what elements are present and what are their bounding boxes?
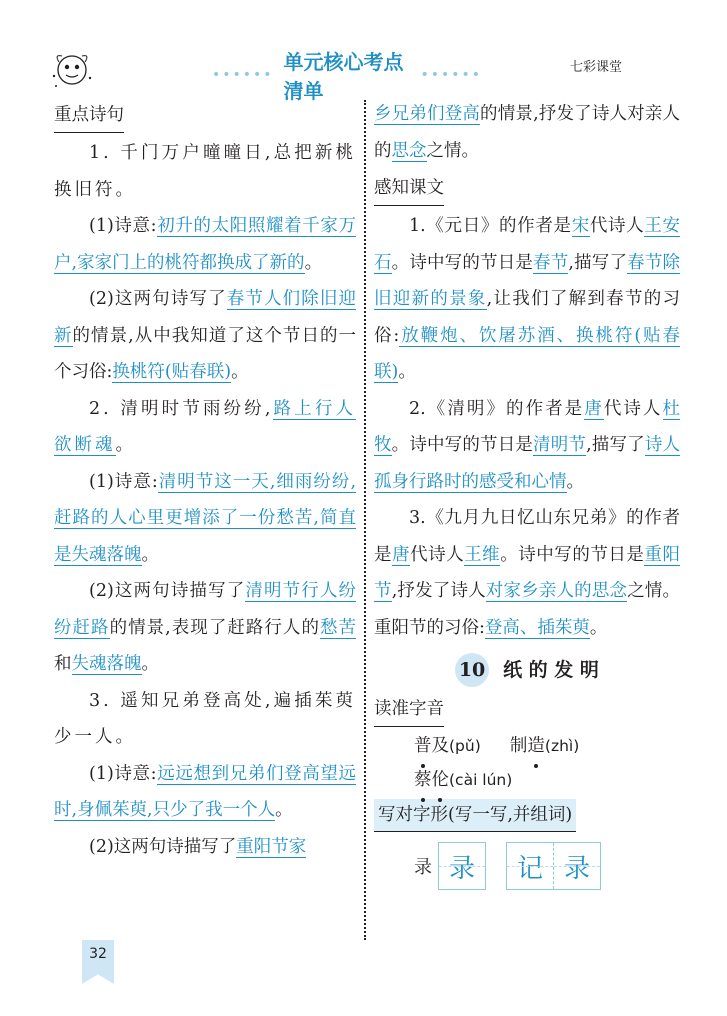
answer: 王维 [464, 544, 501, 565]
answer: 清明节这一天,细雨纷纷,赶路的人心里更增添了一份愁苦,简直是失魂落魄 [54, 471, 357, 565]
title-text: 单元核心考点清单 [283, 50, 404, 103]
item-jiuyue: 3.《九月九日忆山东兄弟》的作者是唐代诗人王维。诗中写的节日是重阳节,抒发了诗人对家乡亲人的思念之情。重阳节的习俗:登高、插茱萸。 [374, 508, 681, 638]
title-decor-left: •••••• [212, 67, 274, 83]
answer: 唐 [584, 398, 604, 419]
brand-label: 七彩课堂 [570, 60, 623, 75]
answer: 路上行人欲断魂 [54, 398, 356, 455]
item-qingming: 2.《清明》的作者是唐代诗人杜牧。诗中写的节日是清明节,描写了诗人孤身行路时的感受和心情。 [374, 398, 680, 492]
answer: 诗人孤身行路时的感受和心情 [374, 435, 680, 492]
section-key-poems: 重点诗句 [54, 98, 124, 133]
writing-grid-double[interactable] [506, 842, 601, 890]
writing-cell[interactable]: 记 [507, 843, 554, 889]
answer: 愁苦 [319, 617, 357, 638]
answer: 春节 [533, 252, 569, 273]
section-text-perception: 感知课文 [374, 171, 444, 206]
poem-3: 3. 遥知兄弟登高处,遍插茱萸少一人。 [54, 690, 356, 747]
answer: 清明节行人纷纷赶路 [54, 581, 356, 638]
answer: 清明节 [533, 435, 587, 455]
answer: 换桃符(贴春联) [112, 362, 232, 382]
answer: 春节人们除旧迎新 [54, 289, 357, 346]
answer: 远远想到兄弟们登高望远时,身佩茱萸,只少了我一个人 [54, 763, 357, 820]
dotted-char: 造 [527, 729, 545, 763]
section-write-forms: 写对字形(写一写,并组词) [374, 799, 576, 832]
pinyin: (cài lún) [449, 771, 513, 789]
poem-3-meaning: (1)诗意:远远想到兄弟们登高望远时,身佩茱萸,只少了我一个人。 [54, 763, 357, 820]
column-divider [364, 100, 366, 940]
pinyin: (zhì) [544, 737, 580, 755]
poem-1: 1. 千门万户曈曈日,总把新桃换旧符。 [54, 143, 356, 200]
poem-3-description-cont: 乡兄弟们登高的情景,抒发了诗人对亲人的思念之情。 [374, 104, 681, 161]
page-header [0, 0, 727, 103]
target-char: 录 [414, 857, 432, 878]
poem-1-meaning: (1)诗意:初升的太阳照耀着千家万户,家家门上的桃符都换成了新的。 [54, 216, 357, 273]
poem-2-description: (2)这两句诗描写了清明节行人纷纷赶路的情景,表现了赶路行人的愁苦和失魂落魄。 [54, 581, 357, 674]
poem-3-description: (2)这两句诗描写了重阳节家 [89, 836, 307, 857]
left-column [54, 96, 356, 865]
answer: 王安石 [374, 216, 681, 273]
poem-2-meaning: (1)诗意:清明节这一天,细雨纷纷,赶路的人心里更增添了一份愁苦,简直是失魂落魄。 [54, 471, 357, 565]
answer: 对家乡亲人的思念 [485, 581, 628, 601]
answer: 宋 [571, 216, 590, 236]
answer: 杜牧 [374, 398, 680, 455]
answer: 思念 [391, 140, 427, 161]
writing-grid-single[interactable] [438, 842, 486, 890]
answer: 重阳节家 [236, 836, 307, 857]
writing-cell[interactable]: 录 [554, 843, 600, 889]
answer: 乡兄弟们登高 [374, 104, 481, 124]
page-number: 32 [89, 946, 107, 962]
poem-2: 2. 清明时节雨纷纷,路上行人欲断魂。 [54, 398, 356, 455]
writing-cell[interactable]: 录 [439, 843, 485, 889]
lesson-heading [374, 650, 680, 690]
dotted-char: 蔡 [414, 763, 432, 797]
title-decor-right: •••••• [420, 67, 482, 83]
dotted-char: 普 [414, 729, 432, 763]
lesson-title: 纸 的 发 明 [503, 659, 599, 681]
dotted-char: 伦 [432, 763, 450, 797]
answer: 重阳节 [374, 544, 680, 601]
answer: 春节除旧迎新的景象 [374, 252, 680, 309]
section-pronunciation: 读准字音 [374, 692, 444, 727]
pinyin-row-2 [374, 763, 680, 797]
right-column [374, 96, 680, 890]
lesson-number: 10 [455, 653, 489, 687]
write-practice-row [374, 842, 680, 890]
mascot-logo-icon [46, 46, 98, 94]
answer: 放鞭炮、饮屠苏酒、换桃符(贴春联) [374, 325, 680, 382]
answer: 唐 [392, 544, 411, 565]
pinyin: (pǔ) [449, 737, 481, 755]
poem-1-description: (2)这两句诗写了春节人们除旧迎新的情景,从中我知道了这个节日的一个习俗:换桃符(贴春联)。 [54, 289, 357, 382]
item-yuanri: 1.《元日》的作者是宋代诗人王安石。诗中写的节日是春节,描写了春节除旧迎新的景象,让我们了解到春节的习俗:放鞭炮、饮屠苏酒、换桃符(贴春联)。 [374, 216, 681, 382]
answer: 失魂落魄 [71, 654, 142, 674]
pinyin-row-1: 普及(pǔ) 制造(zhì) [374, 729, 680, 763]
answer: 初升的太阳照耀着千家万户,家家门上的桃符都换成了新的 [54, 216, 357, 273]
page-title [212, 50, 482, 103]
answer: 登高、插茱萸 [484, 617, 590, 638]
